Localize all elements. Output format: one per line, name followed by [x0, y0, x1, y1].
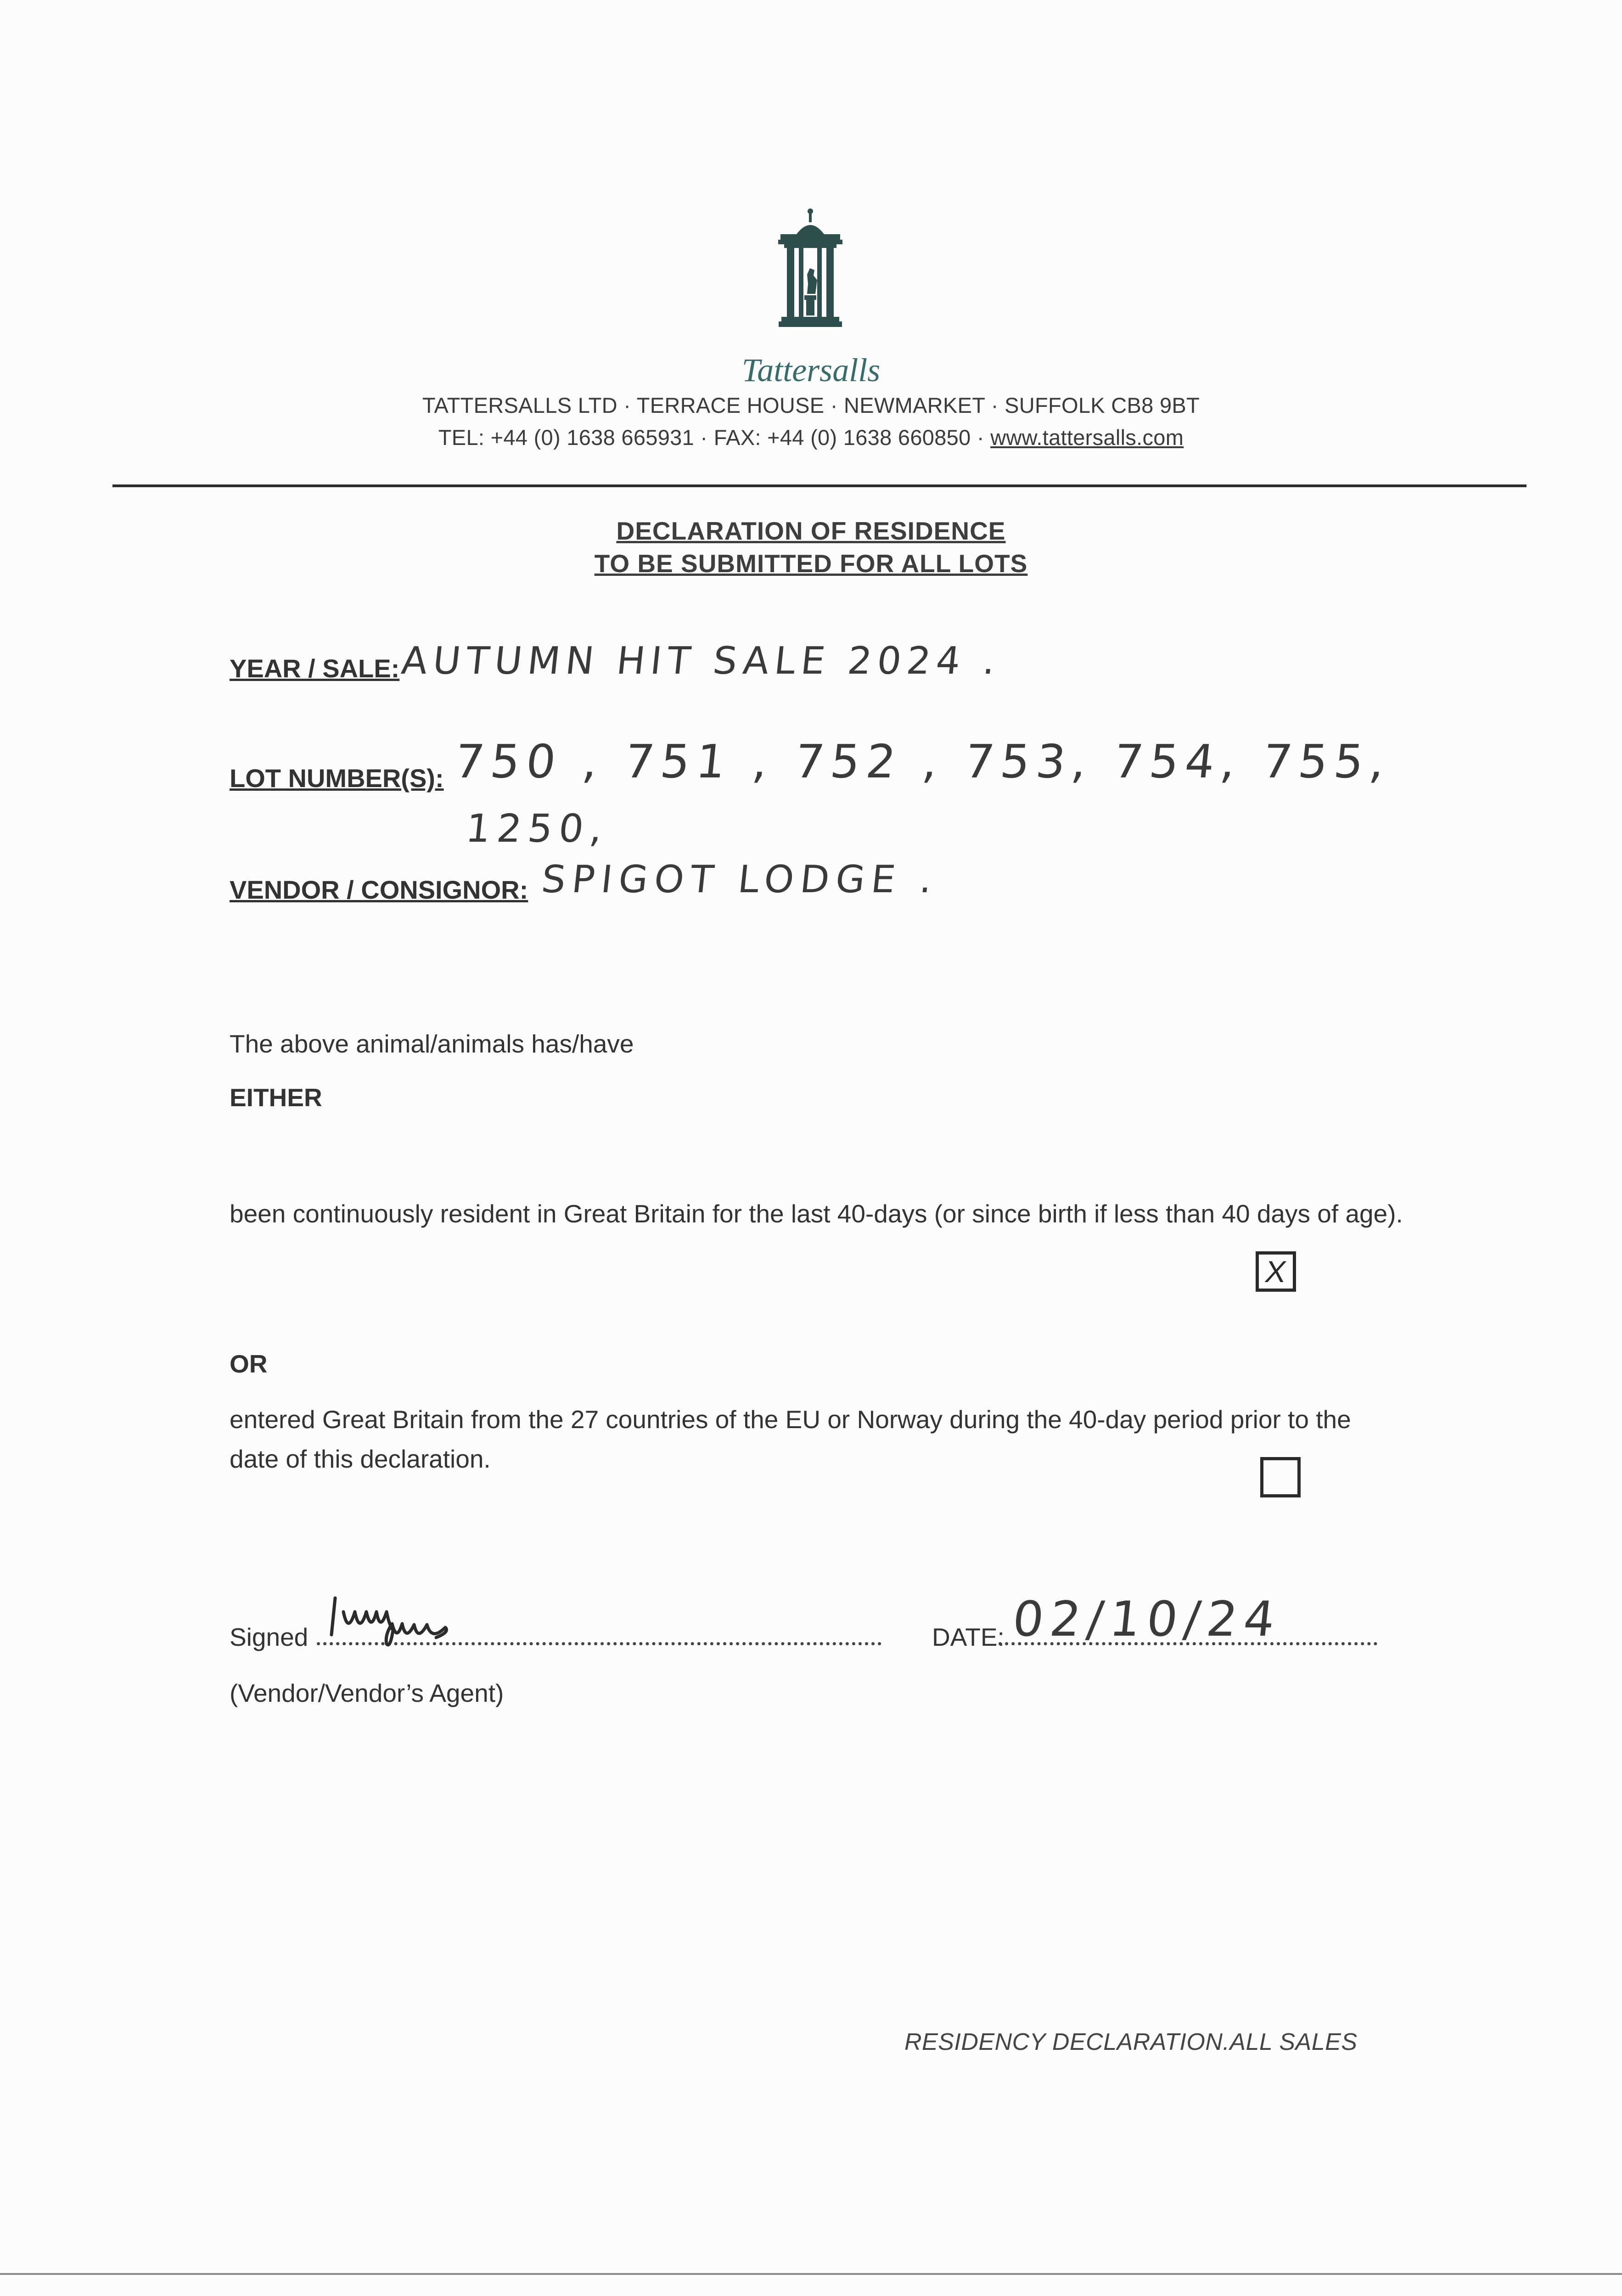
vendor-label: VENDOR / CONSIGNOR: [230, 875, 528, 904]
date-value[interactable]: 02/10/24 [1010, 1591, 1284, 1647]
brand-name: Tattersalls [741, 352, 881, 388]
form-subtitle [0, 549, 1622, 578]
year-sale-label: YEAR / SALE: [230, 654, 400, 683]
option2-text: entered Great Britain from the 27 countries of the EU or Norway during the 40-day period prior to the date of this declaration. [230, 1405, 1351, 1473]
website-link[interactable]: www.tattersalls.com [990, 425, 1184, 450]
company-contact [0, 425, 1622, 450]
lot-numbers-value[interactable]: 750 , 751 , 752 , 753, 754, 755, [452, 735, 1394, 788]
lot-numbers-value-continued[interactable]: 1250, [464, 806, 611, 851]
declaration-intro: The above animal/animals has/have [230, 1030, 634, 1058]
lot-numbers-label: LOT NUMBER(S): [230, 764, 444, 793]
form-title [0, 516, 1622, 546]
either-heading: EITHER [230, 1083, 322, 1112]
page-bottom-line [0, 2273, 1622, 2275]
signer-note: (Vendor/Vendor’s Agent) [230, 1679, 504, 1707]
form-title-line1: DECLARATION OF RESIDENCE [616, 517, 1006, 545]
vendor-value[interactable]: SPIGOT LODGE . [539, 858, 941, 901]
header-divider [112, 484, 1527, 487]
option2-checkbox[interactable] [1260, 1457, 1301, 1497]
contact-numbers: TEL: +44 (0) 1638 665931 · FAX: +44 (0) 1638 660850 · [438, 425, 991, 450]
signature-scribble-icon [321, 1580, 514, 1671]
option1-checkbox[interactable] [1256, 1251, 1296, 1292]
form-title-line2: TO BE SUBMITTED FOR ALL LOTS [594, 549, 1028, 578]
option1-text: been continuously resident in Great Britain for the last 40-days (or since birth if less than 40 days of age). [230, 1199, 1403, 1228]
company-address: TATTERSALLS LTD · TERRACE HOUSE · NEWMARKET · SUFFOLK CB8 9BT [422, 393, 1200, 417]
signed-label: Signed [230, 1623, 309, 1651]
date-label: DATE: [932, 1623, 1005, 1651]
handwritten-signature [321, 1580, 514, 1671]
or-heading: OR [230, 1350, 268, 1378]
year-sale-value[interactable]: AUTUMN HIT SALE 2024 . [399, 639, 1003, 683]
checkbox-x-mark: X [1263, 1255, 1289, 1289]
form-footer: RESIDENCY DECLARATION.ALL SALES [904, 2029, 1358, 2055]
